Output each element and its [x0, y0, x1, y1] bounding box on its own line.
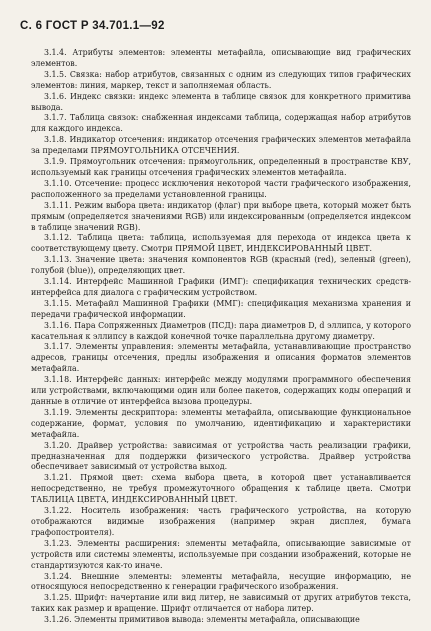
paragraph: 3.1.20. Драйвер устройства: зависимая от устройства часть реализации графики, предназначенная для поддержки физического устройства. Драйвер устройства обеспечивает зависимый от устройства выход. — [31, 440, 411, 472]
paragraph: 3.1.19. Элементы дескриптора: элементы метафайла, описывающие функциональное содержание, формат, условия по умолчанию, идентификацию и характеристики метафайла. — [31, 407, 411, 439]
paragraph: 3.1.23. Элементы расширения: элементы метафайла, описывающие зависимые от устройств или системы элементы, используемые при создании изображений, которые не стандартизуются как-то иначе. — [31, 538, 411, 570]
paragraph: 3.1.25. Шрифт: начертание или вид литер, не зависимый от других атрибутов текста, таких как размер и вращение. Шрифт отличается от набора литер. — [31, 593, 411, 614]
paragraph: 3.1.10. Отсечение: процесс исключения некоторой части графического изображения, расположенного за пределами установленной границы. — [31, 178, 411, 199]
paragraph: 3.1.17. Элементы управления: элементы метафайла, устанавливающие пространство адресов, границы отсечения, предлы изображения и описания форматов элементов метафайла. — [31, 342, 411, 374]
paragraph: 3.1.15. Метафайл Машинной Графики (ММГ): спецификация механизма хранения и передачи графической информации. — [31, 298, 411, 319]
paragraph: 3.1.18. Интерфейс данных: интерфейс между модулями программного обеспечения или устройствами, включающими один или более пакетов, содержащих коды операций и данные в отличие от интерфейса вызова процедуры. — [31, 375, 411, 406]
paragraph: 3.1.9. Прямоугольник отсечения: прямоугольник, определенный в пространстве КВУ, используемый как границы отсечения графических элементов метафайла. — [31, 157, 411, 177]
paragraph: 3.1.21. Прямой цвет: схема выбора цвета, в которой цвет устанавливается непосредственно, не требуя промежуточного обращения к таблице цвета. Смотри ТАБЛИЦА ЦВЕТА, ИНДЕКСИРОВАННЫЙ ЦВЕТ. — [31, 473, 411, 505]
paragraph: 3.1.6. Индекс связки: индекс элемента в таблице связок для конкретного примитива вывода. — [31, 91, 411, 112]
paragraph: 3.1.8. Индикатор отсечения: индикатор отсечения графических элементов метафайла за пределами ПРЯМОУГОЛЬНИКА ОТСЕЧЕНИЯ. — [31, 135, 411, 156]
paragraph: 3.1.7. Таблица связок: снабженная индексами таблица, содержащая набор атрибутов для каждого индекса. — [31, 113, 411, 134]
paragraph: 3.1.16. Пара Сопряженных Диаметров (ПСД): пара диаметров D, d эллипса, у которого касательная к эллипсу в каждой конечной точке параллельна другому диаметру. — [31, 320, 411, 341]
paragraph: 3.1.4. Атрибуты элементов: элементы метафайла, описывающие вид графических элементов. — [31, 48, 411, 68]
paragraph: 3.1.13. Значение цвета: значения компонентов RGB (красный (red), зеленый (green), голубой (blue)), определяющих цвет. — [31, 255, 411, 276]
paragraph: 3.1.22. Носитель изображения: часть графического устройства, на которую отображаются видимые изображения (например экран дисплея, бумага графопостроителя). — [31, 506, 411, 537]
paragraph: 3.1.14. Интерфейс Машинной Графики (ИМГ): спецификация технических средств-интерфейса для диалога с графическим устройством. — [31, 277, 411, 297]
paragraph: 3.1.24. Внешние элементы: элементы метафайла, несущие информацию, не относящуюся непосредственно к генерации графического изображения. — [31, 571, 411, 592]
document-body — [31, 48, 411, 626]
paragraph: 3.1.12. Таблица цвета: таблица, используемая для перехода от индекса цвета к соответствующему цвету. Смотри ПРЯМОЙ ЦВЕТ, ИНДЕКСИРОВАННЫЙ ЦВЕТ. — [31, 233, 411, 254]
paragraph: 3.1.11. Режим выбора цвета: индикатор (флаг) при выборе цвета, который может быть прямым (определяется значениями RGB) или индексированным (определяется индексом в таблице значений RGB). — [31, 200, 411, 232]
page-header: С. 6 ГОСТ Р 34.701.1—92 — [20, 20, 165, 32]
paragraph: 3.1.5. Связка: набор атрибутов, связанных с одним из следующих типов графических элементов: линия, маркер, текст и заполняемая область. — [31, 69, 411, 90]
paragraph: 3.1.26. Элементы примитивов вывода: элементы метафайла, описывающие — [44, 615, 360, 625]
